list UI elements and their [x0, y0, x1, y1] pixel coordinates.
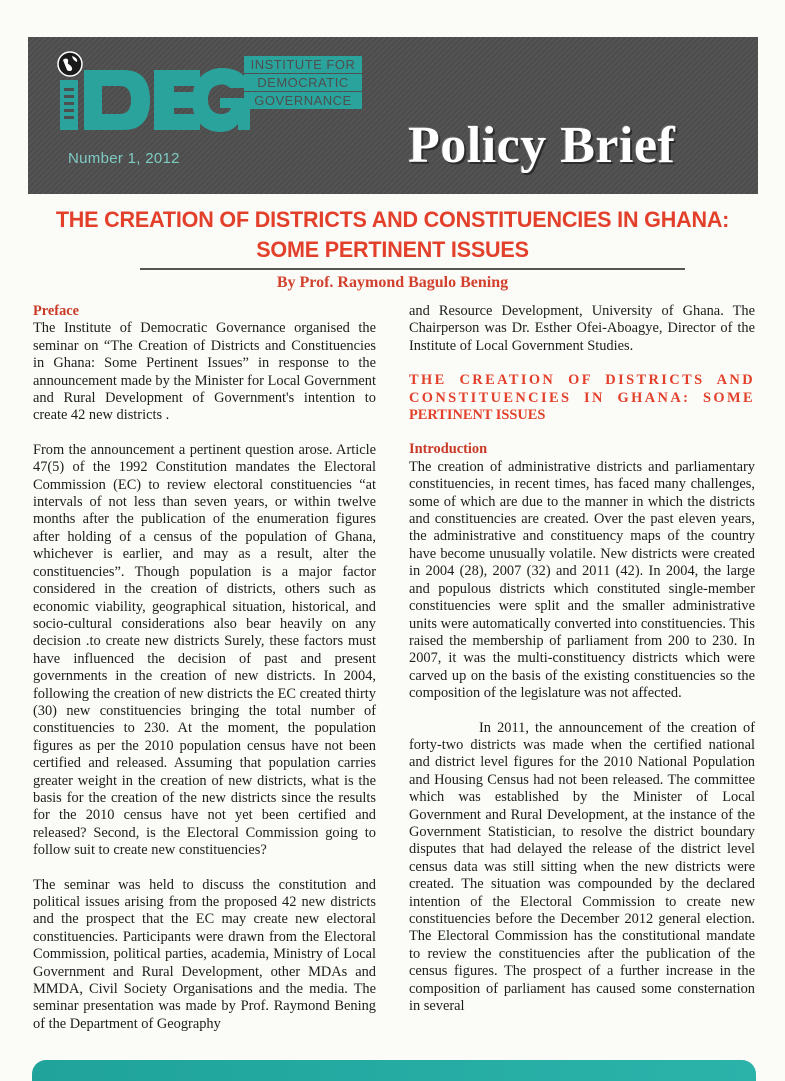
institute-line: DEMOCRATIC — [244, 74, 362, 91]
institute-line: GOVERNANCE — [244, 92, 362, 109]
title-divider — [140, 268, 685, 270]
author-byline: By Prof. Raymond Bagulo Bening — [276, 274, 509, 291]
ideg-logo — [58, 58, 253, 136]
institute-line: INSTITUTE FOR — [244, 56, 362, 73]
section-heading-line: CONSTITUENCIES IN GHANA: SOME — [409, 389, 755, 406]
section-heading-line: THE CREATION OF DISTRICTS AND — [409, 372, 755, 389]
preface-heading: Preface — [33, 303, 80, 319]
introduction-heading: Introduction — [409, 441, 488, 458]
left-column — [33, 303, 376, 1033]
body-paragraph: and Resource Development, University of Ghana. The Chairperson was Dr. Esther Ofei-Aboagye, Director of the Institute of Local Government Studies. — [409, 303, 755, 354]
section-heading — [409, 372, 755, 424]
body-paragraph: In 2011, the announcement of the creation of forty-two districts was made when the certified national and district level figures for the 2010 National Population and Housing Census had not been released. The committee which was established by the Minister of Local Government and Rural Development, at the instance of the Government Statistician, to resolve the district boundary disputes that had delayed the release of the district level census data was still sitting when the new districts were created. The situation was compounded by the declared intention of the Electoral Commission to create new constituencies before the December 2012 general election. The Electoral Commission has the constitutional mandate to review the constituencies after the publication of the census figures. The prospect of a further increase in the composition of parliament has caused some consternation in several — [409, 719, 755, 1015]
issue-number: Number 1, 2012 — [68, 150, 180, 167]
institute-name — [244, 56, 362, 110]
section-heading-line: PERTINENT ISSUES — [409, 407, 546, 424]
title-line-2: SOME PERTINENT ISSUES — [256, 237, 529, 262]
footer-bar — [32, 1060, 756, 1081]
body-paragraph: The seminar was held to discuss the constitution and political issues arising from the proposed 42 new districts and the prospect that the EC may create new electoral constituencies. Participants were drawn from the Electoral Commission, political parties, academia, Ministry of Local Government and Rural Development, other MDAs and MMDA, Civil Society Organisations and the media. The seminar presentation was made by Prof. Raymond Bening of the Department of Geography — [33, 876, 376, 1032]
policy-brief-title: Policy Brief — [408, 117, 676, 174]
preface-paragraph: The Institute of Democratic Governance organised the seminar on “The Creation of Districts and Constituencies in Ghana: Some Pertinent Issues” in response to the announcement made by the Minister for Local Government and Rural Development of Government's intention to create 42 new districts . — [33, 320, 376, 424]
introduction-paragraph: The creation of administrative districts and parliamentary constituencies, in recent times, has faced many challenges, some of which are due to the manner in which the districts and constituencies are created. Over the past eleven years, the administrative and constituency maps of the country have become unusually volatile. New districts were created in 2004 (28), 2007 (32) and 2011 (42). In 2004, the large and populous districts which constituted single-member constituencies were split and the smaller administrative units were automatically converted into constituencies. This raised the membership of parliament from 200 to 230. In 2007, it was the multi-constituency districts which were carved up on the basis of the existing constituencies so the composition of the legislature was not affected. — [409, 458, 755, 702]
document-title — [47, 205, 738, 265]
title-line-1: THE CREATION OF DISTRICTS AND CONSTITUENCIES IN GHANA: — [55, 207, 730, 232]
body-paragraph: From the announcement a pertinent question arose. Article 47(5) of the 1992 Constitution mandates the Electoral Commission (EC) to review electoral constituencies “at intervals of not less than seven years, or within twelve months after the publication of the enumeration figures after holding of a census of the population of Ghana, whichever is earlier, and may as a result, alter the constituencies”. Though population is a major factor considered in the creation of districts, others such as economic viability, geographical situation, historical, and socio-cultural considerations also bear heavily on any decision .to create new districts Surely, these factors must have influenced the decision of past and present governments in the creation of new districts. In 2004, following the creation of new districts the EC created thirty (30) new constituencies bringing the total number of constituencies to 230. At the moment, the population figures as per the 2010 population census have not been certified and released. Assuming that population carries greater weight in the creation of new districts, what is the basis for the creation of the new districts since the results for the 2010 census have not yet been certified and released? Second, is the Electoral Commission going to follow suit to create new constituencies? — [33, 441, 376, 859]
right-column — [409, 303, 755, 1015]
